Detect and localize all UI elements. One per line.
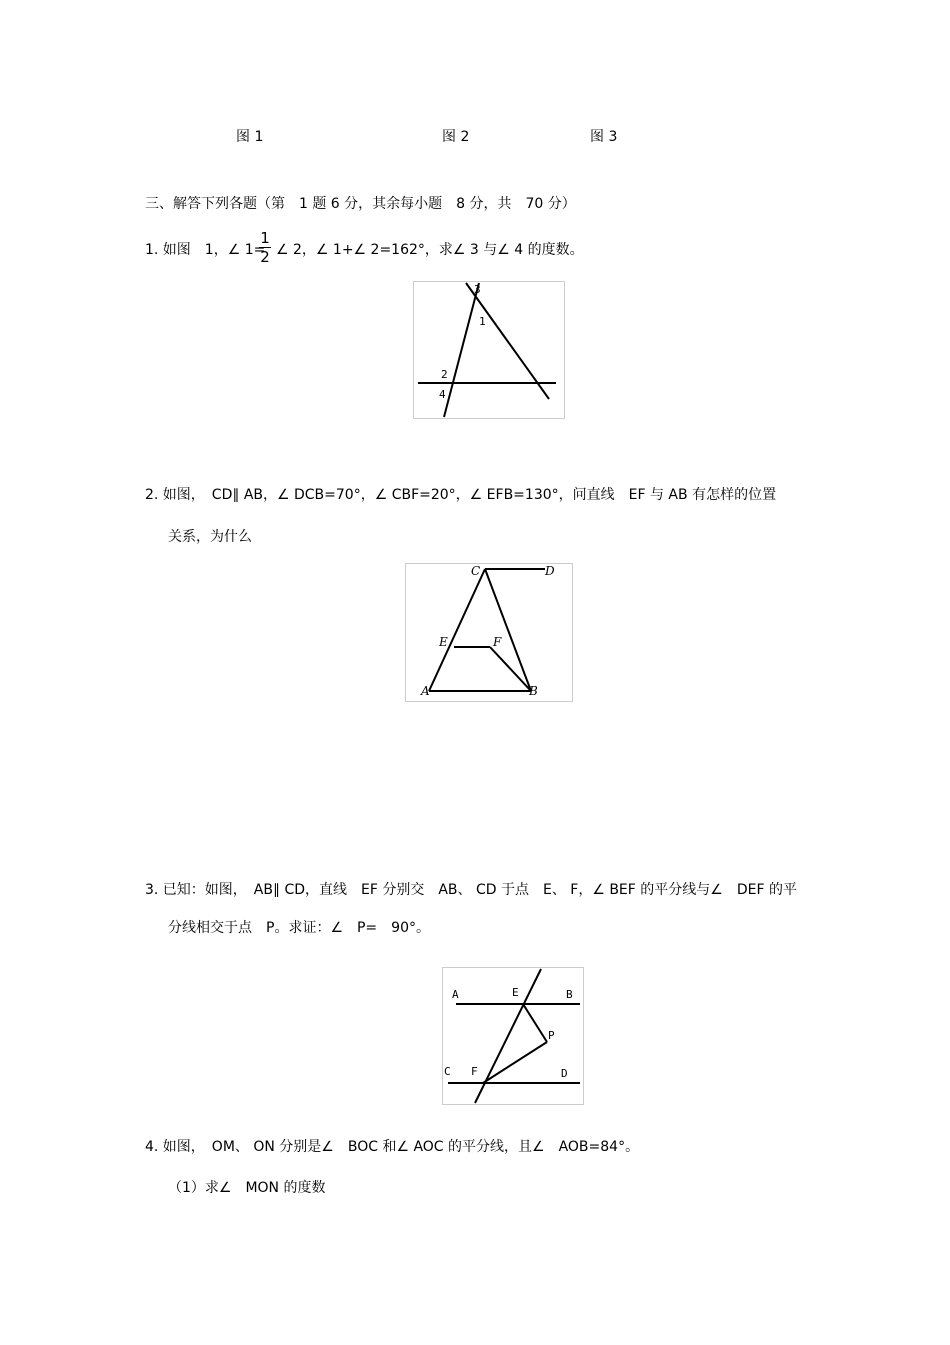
- point-label-f: F: [493, 635, 502, 649]
- point-label-f: F: [471, 1065, 478, 1078]
- segment-fb: [490, 647, 531, 691]
- q1-fraction: [258, 229, 272, 266]
- segment-ca: [429, 569, 485, 691]
- transversal-line-right: [466, 283, 549, 399]
- segment-cb: [485, 569, 531, 691]
- q4-subquestion-1: （1）求∠ MON 的度数: [168, 1180, 326, 1196]
- q1-suffix: ∠ 2，∠ 1+∠ 2=162°，求∠ 3 与∠ 4 的度数。: [276, 242, 584, 258]
- point-label-d: D: [545, 564, 555, 578]
- q2-line-2: 关系，为什么: [168, 529, 252, 545]
- angle-label-4: 4: [439, 388, 446, 401]
- point-label-b: B: [566, 988, 573, 1001]
- point-label-a: A: [452, 988, 459, 1001]
- q1-prefix: 1. 如图 1，∠ 1=: [145, 242, 266, 258]
- segment-ep: [523, 1004, 547, 1042]
- q2-line-1: 2. 如图， CD∥ AB，∠ DCB=70°，∠ CBF=20°，∠ EFB=130°，问直线 EF 与 AB 有怎样的位置: [145, 487, 777, 503]
- angle-label-2: 2: [441, 368, 448, 381]
- point-label-p: P: [548, 1029, 555, 1042]
- figure-1-caption: 图 1: [236, 129, 264, 145]
- figure-2-caption: 图 2: [442, 129, 470, 145]
- q3-line-2: 分线相交于点 P。求证：∠ P= 90°。: [168, 920, 430, 936]
- q1-fraction-numerator: 1: [260, 229, 270, 247]
- point-label-e: E: [439, 635, 448, 649]
- figure-3-caption: 图 3: [590, 129, 618, 145]
- figure-frame: [414, 282, 565, 419]
- q3-line-1: 3. 已知：如图， AB∥ CD，直线 EF 分别交 AB、 CD 于点 E、 F，∠ BEF 的平分线与∠ DEF 的平: [145, 882, 797, 898]
- point-label-c: C: [471, 564, 481, 578]
- q4-line-1: 4. 如图， OM、 ON 分别是∠ BOC 和∠ AOC 的平分线，且∠ AOB=84°。: [145, 1139, 640, 1155]
- angle-label-3: 3: [474, 283, 481, 296]
- section-title: 三、解答下列各题（第 1 题 6 分，其余每小题 8 分，共 70 分）: [145, 196, 576, 212]
- point-label-d: D: [561, 1067, 568, 1080]
- point-label-c: C: [444, 1065, 451, 1078]
- q2-figure: [405, 563, 573, 702]
- transversal-line-left: [444, 283, 479, 417]
- q1-fraction-denominator: 2: [260, 248, 270, 266]
- point-label-b: B: [529, 684, 538, 698]
- point-label-e: E: [512, 986, 519, 999]
- q1-figure: [413, 281, 565, 419]
- figure-frame: [406, 564, 573, 702]
- segment-pf: [483, 1042, 547, 1083]
- q3-figure: [442, 967, 584, 1105]
- angle-label-1: 1: [479, 315, 486, 328]
- point-label-a: A: [421, 684, 430, 698]
